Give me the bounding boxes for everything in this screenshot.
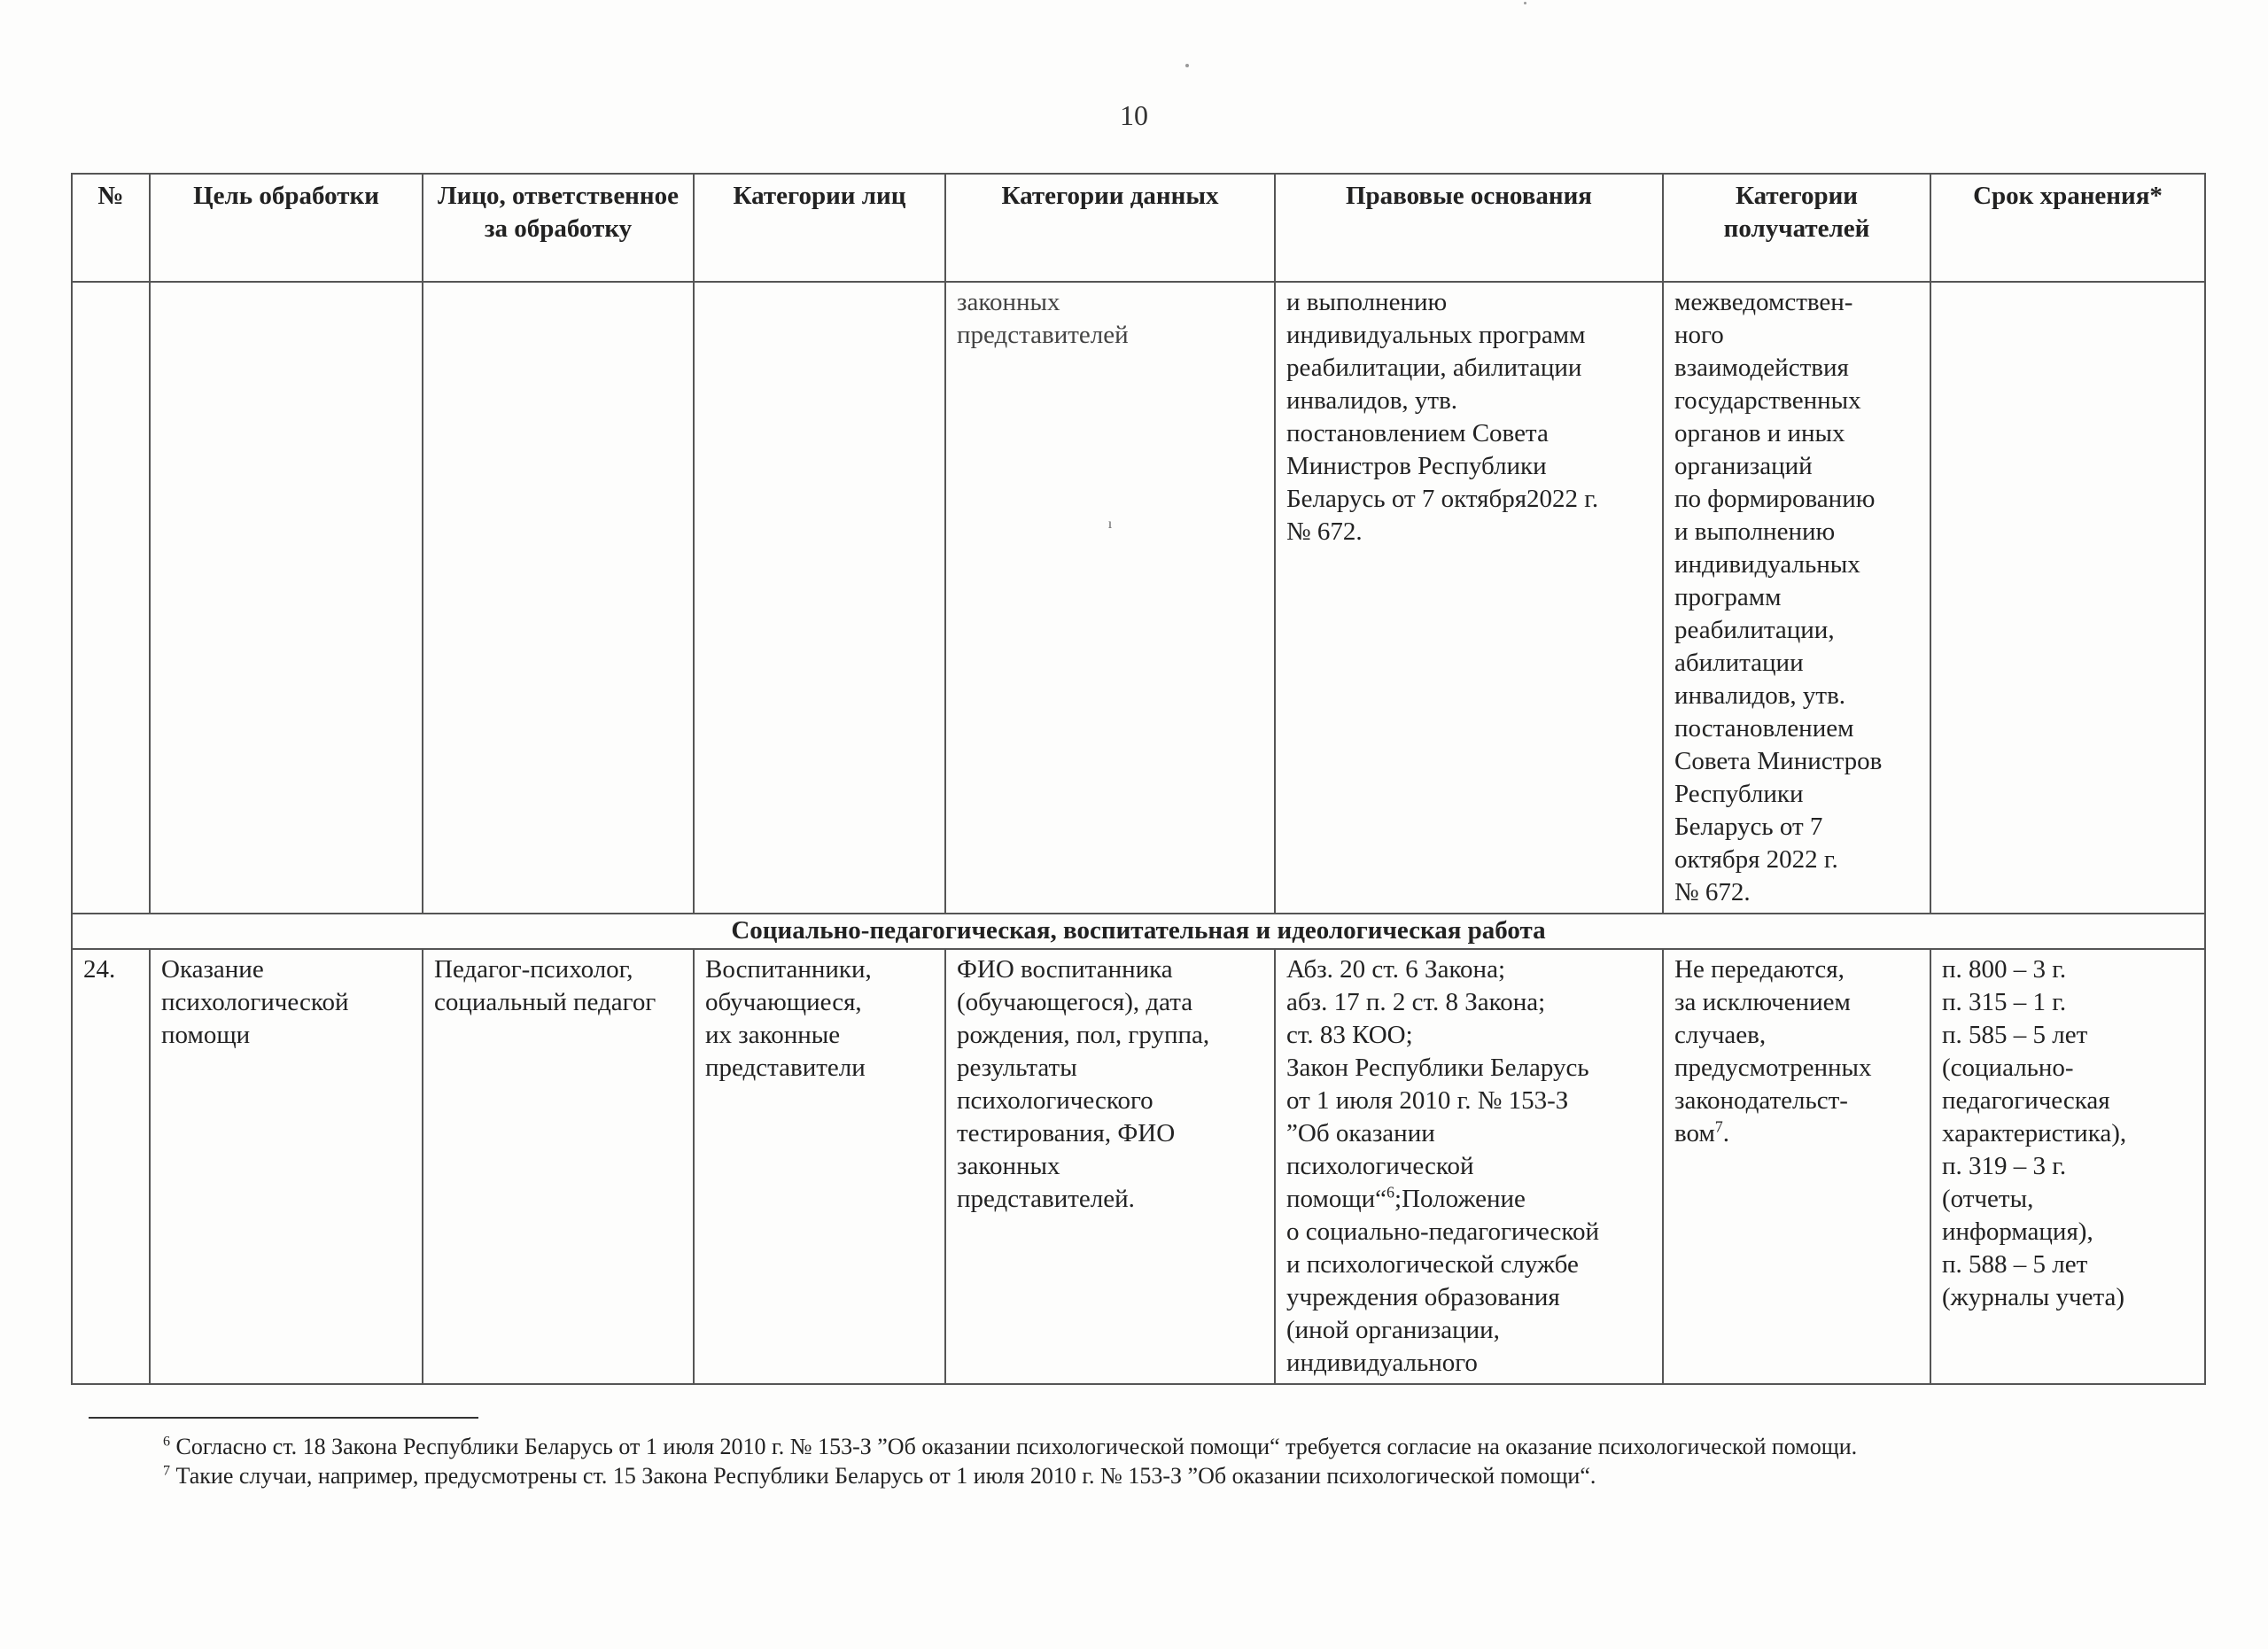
table-row <box>72 282 2205 914</box>
footnote-text: Такие случаи, например, предусмотрены ст. 15 Закона Республики Беларусь от 1 июля 2010 г. № 153-З ”Об оказании психологической помощи“. <box>170 1463 1596 1489</box>
header-legal-basis: Правовые основания <box>1275 174 1663 282</box>
footnotes <box>89 1432 2179 1490</box>
header-person-categories: Категории лиц <box>694 174 945 282</box>
cell-persons <box>694 282 945 914</box>
cell-responsible: Педагог-психолог, социальный педагог <box>423 949 694 1384</box>
cell-legal-basis: и выполнению индивидуальных программ реабилитации, абилитации инвалидов, утв. постановлением Совета Министров Республики Беларусь от 7 октября2022 г. № 672. <box>1275 282 1663 914</box>
scan-mark: ı <box>1107 517 1113 532</box>
legal-basis-text-1: Абз. 20 ст. 6 Закона; абз. 17 п. 2 ст. 8 Закона; ст. 83 КОО; Закон Республики Беларусь от 1 июля 2010 г. № 153-З ”Об оказании психологической помощи“ <box>1286 955 1589 1213</box>
section-header-row <box>72 914 2205 949</box>
cell-purpose <box>150 282 423 914</box>
footnote-6 <box>89 1432 2179 1461</box>
cell-number: 24. <box>72 949 150 1384</box>
table-header-row <box>72 174 2205 282</box>
recipients-text-2: . <box>1722 1119 1730 1147</box>
legal-basis-text-2: ;Положение о социально-педагогической и психологической службе учреждения образования (иной организации, индивидуального <box>1286 1185 1600 1377</box>
footnote-number: 6 <box>163 1434 170 1450</box>
scan-speck <box>1185 64 1189 67</box>
header-recipients: Категории получателей <box>1663 174 1930 282</box>
header-data-categories: Категории данных <box>945 174 1275 282</box>
header-purpose: Цель обработки <box>150 174 423 282</box>
footnote-number: 7 <box>163 1463 170 1479</box>
cell-storage: п. 800 – 3 г. п. 315 – 1 г. п. 585 – 5 лет (социально- педагогическая характеристика), п. 319 – 3 г. (отчеты, информация), п. 588 – 5 лет (журналы учета) <box>1930 949 2205 1384</box>
cell-number <box>72 282 150 914</box>
cell-data-categories: ФИО воспитанника (обучающегося), дата рождения, пол, группа, результаты психологического тестирования, ФИО законных представителей. <box>945 949 1275 1384</box>
personal-data-processing-table <box>71 173 2206 1385</box>
page-number: 10 <box>1120 99 1148 131</box>
header-responsible: Лицо, ответственное за обработку <box>423 174 694 282</box>
cell-data-text: законных представителей <box>957 288 1129 349</box>
cell-persons: Воспитанники, обучающиеся, их законные представители <box>694 949 945 1384</box>
footnote-7 <box>89 1461 2179 1490</box>
cell-recipients: межведомствен- ного взаимодействия государственных органов и иных организаций по формированию и выполнению индивидуальных программ реабилитации, абилитации инвалидов, утв. постановлением Совета Министров Республики Беларусь от 7 октября 2022 г. № 672. <box>1663 282 1930 914</box>
section-title: Социально-педагогическая, воспитательная и идеологическая работа <box>72 914 2205 949</box>
header-number: № <box>72 174 150 282</box>
footnote-separator <box>89 1417 478 1419</box>
footnote-ref-7[interactable]: 7 <box>1714 1117 1723 1136</box>
table-row <box>72 949 2205 1384</box>
cell-data-categories <box>945 282 1275 914</box>
cell-purpose: Оказание психологической помощи <box>150 949 423 1384</box>
cell-legal-basis <box>1275 949 1663 1384</box>
footnote-text: Согласно ст. 18 Закона Республики Беларусь от 1 июля 2010 г. № 153-З ”Об оказании психологической помощи“ требуется согласие на оказание психологической помощи. <box>170 1434 1858 1459</box>
header-storage-period: Срок хранения* <box>1930 174 2205 282</box>
footnote-ref-6[interactable]: 6 <box>1386 1183 1395 1202</box>
recipients-text-1: Не передаются, за исключением случаев, предусмотренных законодательст- вом <box>1674 955 1872 1147</box>
cell-storage <box>1930 282 2205 914</box>
cell-responsible <box>423 282 694 914</box>
cell-recipients <box>1663 949 1930 1384</box>
scan-speck <box>1524 2 1526 4</box>
